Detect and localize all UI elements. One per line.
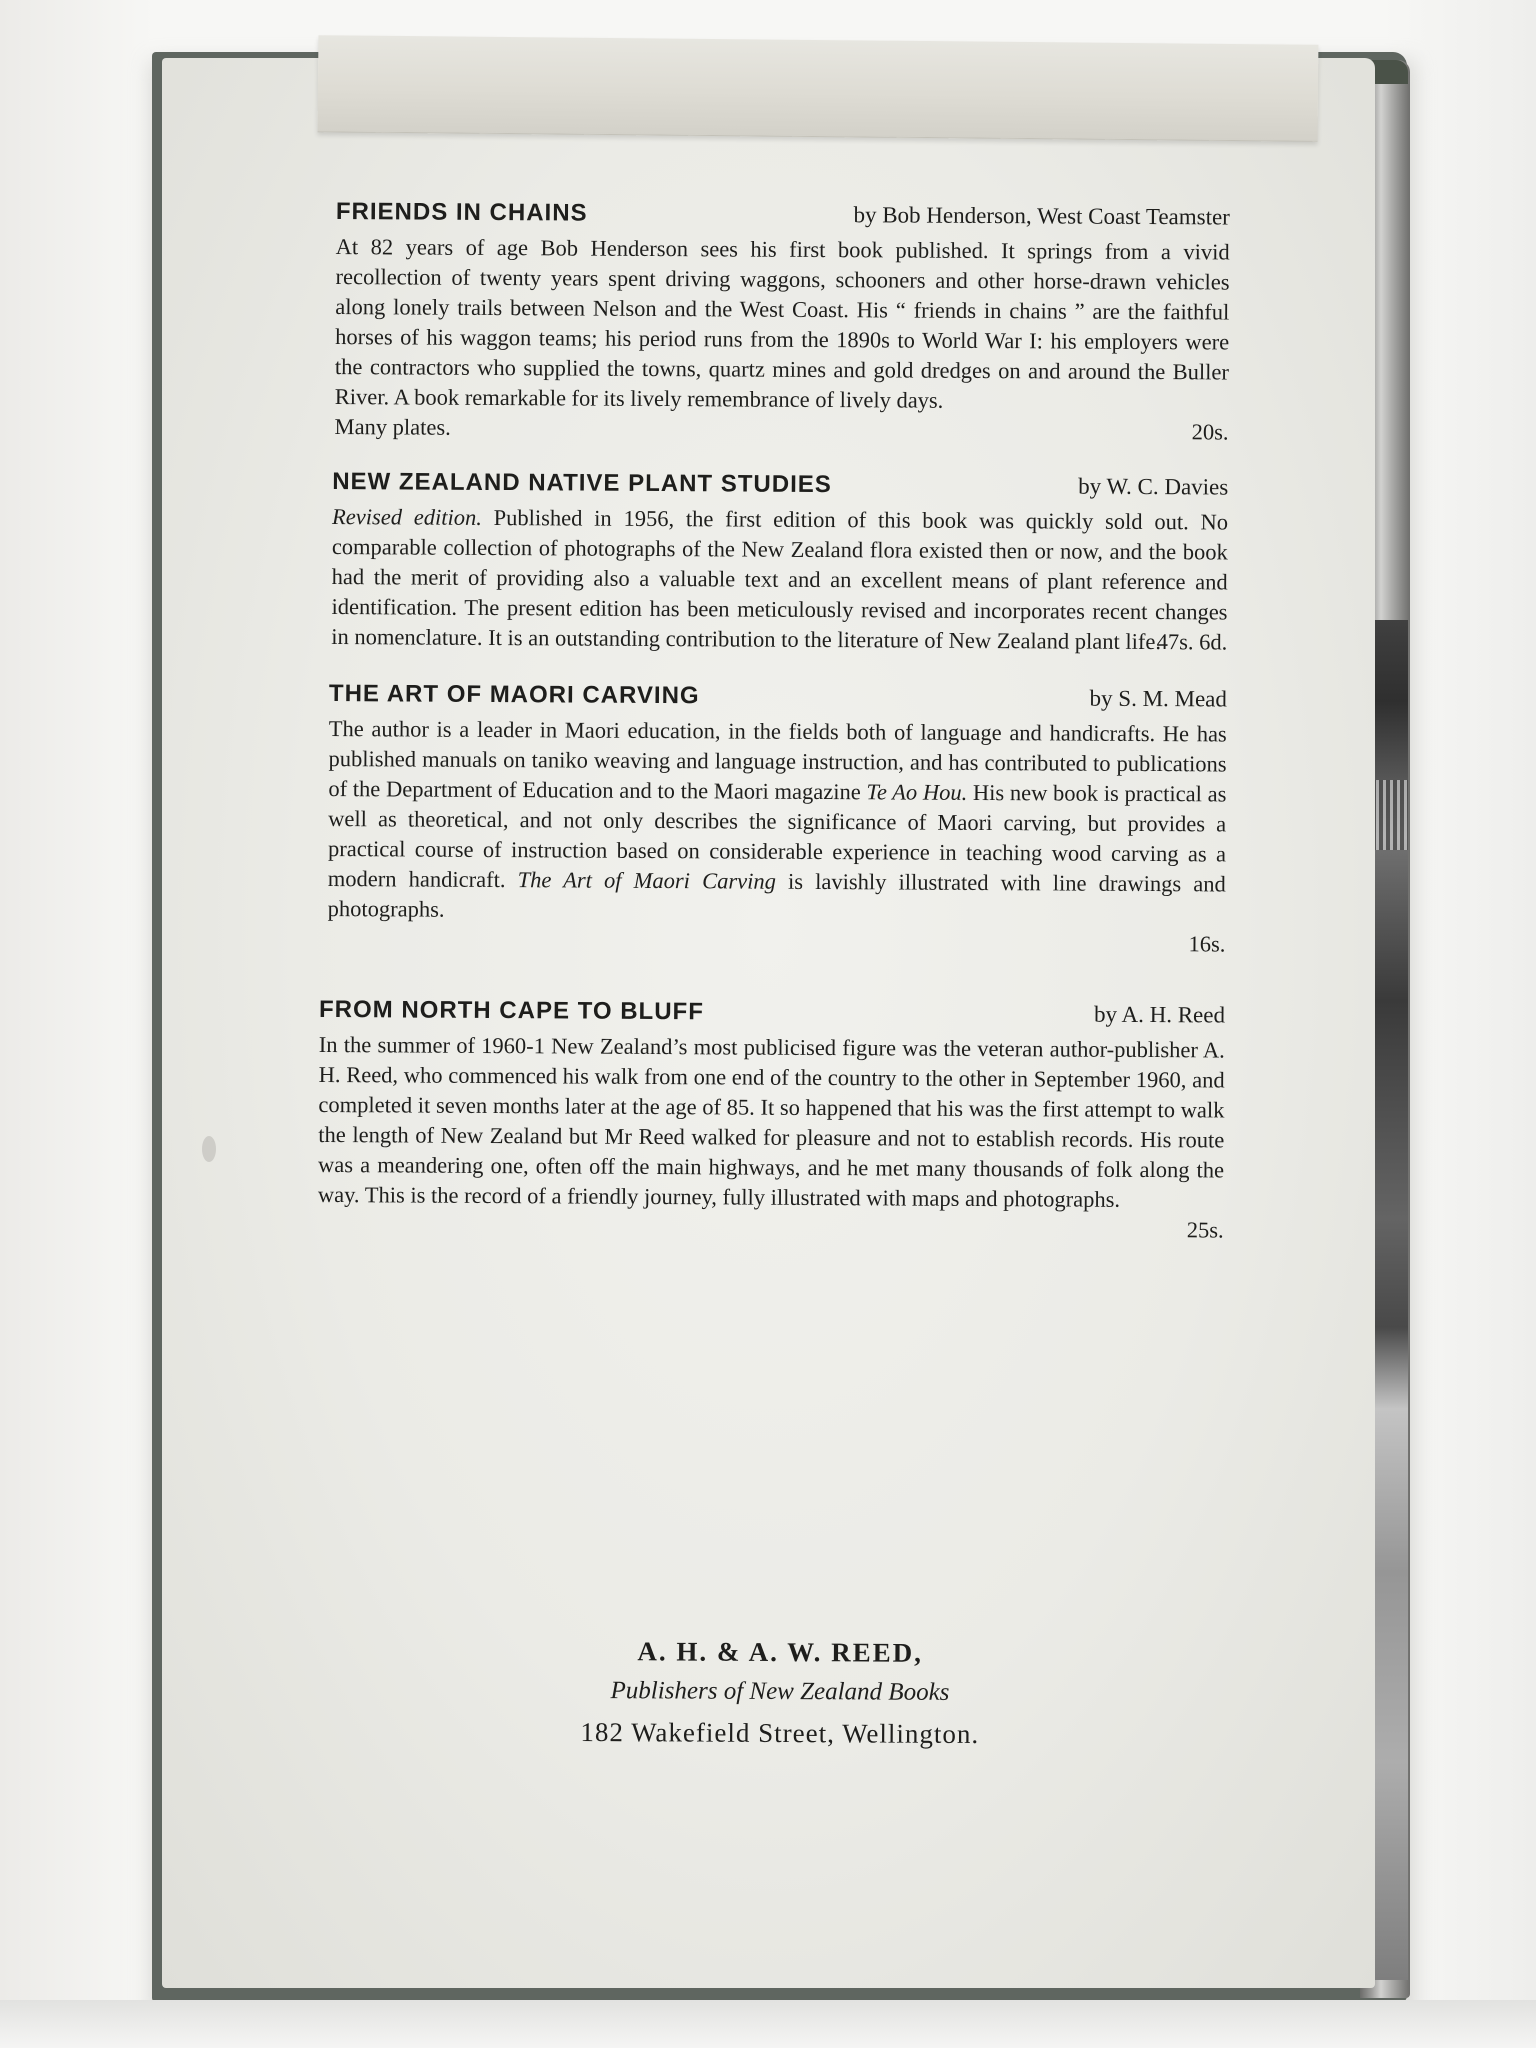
book-description: At 82 years of age Bob Henderson sees his first book published. It springs from a vivid recollection of twenty years spent driving waggons, schooners and other horse-drawn vehicles along lonely trails between Nelson and the West Coast. His “ friends in chains ” are the faithful horses of his waggon teams; his period runs from the 1890s to World War I: his employers were the contractors who supplied the towns, quartz mines and gold dredges on and around the Buller River. A book remarkable for its lively remembrance of lively days. xyxy=(334,234,1230,413)
edition-label: Revised edition. xyxy=(331,504,482,530)
book-price: 16s. xyxy=(1188,931,1226,957)
book-entry-north-cape-to-bluff xyxy=(318,996,1225,1246)
book-list xyxy=(317,198,1230,1245)
publisher-name: A. H. & A. W. REED, xyxy=(637,1636,924,1668)
jacket-stain xyxy=(202,1136,216,1162)
description-text: is lavishly illustrated with line drawings and photographs. xyxy=(327,868,1226,922)
entry-header xyxy=(329,680,1227,713)
folded-flap xyxy=(318,35,1319,142)
book-author: by Bob Henderson, West Coast Teamster xyxy=(853,202,1230,230)
publisher-tagline: Publishers of New Zealand Books xyxy=(610,1677,950,1706)
description-text: His new book is practical as well as theoretical, and not only describes the significance of Maori carving, but provides a practical course of instruction based on considerable experience in teaching wood carving as a modern handicraft. xyxy=(327,779,1227,893)
book-author: by S. M. Mead xyxy=(1089,685,1228,712)
publisher-block xyxy=(330,1630,1231,1757)
publisher-address: 182 Wakefield Street, Wellington. xyxy=(580,1716,980,1750)
entry-header xyxy=(319,996,1225,1030)
book-title: THE ART OF MAORI CARVING xyxy=(328,680,700,710)
book-note: Many plates. xyxy=(334,414,451,440)
description-text: The author is a leader in Maori education, in the fields both of language and handicrafts. He has published manuals on taniko weaving and language instruction, and has contributed to publications of the Department of Education and to the Maori magazine xyxy=(328,716,1227,805)
book-description xyxy=(328,714,1227,929)
book-description xyxy=(331,502,1228,657)
book-title: NEW ZEALAND NATIVE PLANT STUDIES xyxy=(332,468,832,499)
book-price: 20s. xyxy=(1191,419,1229,445)
book-price: 47s. 6d. xyxy=(1156,629,1228,655)
book-title-inline: The Art of Maori Carving xyxy=(517,867,776,894)
book-entry-maori-carving xyxy=(327,680,1227,959)
book-author: by A. H. Reed xyxy=(1093,1001,1226,1028)
book-entry-friends-in-chains xyxy=(335,198,1230,447)
table-surface xyxy=(0,2000,1536,2048)
entry-header xyxy=(332,468,1228,501)
book-description: In the summer of 1960-1 New Zealand’s most publicised figure was the veteran author-publisher A. H. Reed, who commenced his walk from one end of the country to the other in September 1960, and completed it seven months later at the age of 85. It so happened that his was the first attempt to walk the length of New Zealand but Mr Reed walked for pleasure and not to establish records. His route was a meandering one, often off the main highways, and he met many thousands of folk along the way. This is the record of a friendly journey, fully illustrated with maps and photographs. xyxy=(317,1031,1225,1212)
magazine-name: Te Ao Hou. xyxy=(866,779,968,805)
book-entry-native-plant-studies xyxy=(331,468,1228,657)
entry-header xyxy=(336,198,1230,231)
description-text: Published in 1956, the first edition of this book was quickly sold out. No comparable collection of photographs of the New Zealand flora existed then or now, and the book had the merit of providing also a valuable text and an excellent means of plant reference and identification. The present edition has been meticulously revised and incorporates recent changes in nomenclature. It is an outstanding contribution to the literature of New Zealand plant life. xyxy=(331,505,1229,655)
book-price: 25s. xyxy=(1186,1217,1224,1243)
book-author: by W. C. Davies xyxy=(1078,473,1229,500)
book-title: FRIENDS IN CHAINS xyxy=(335,198,588,227)
book-title: FROM NORTH CAPE TO BLUFF xyxy=(318,995,704,1026)
